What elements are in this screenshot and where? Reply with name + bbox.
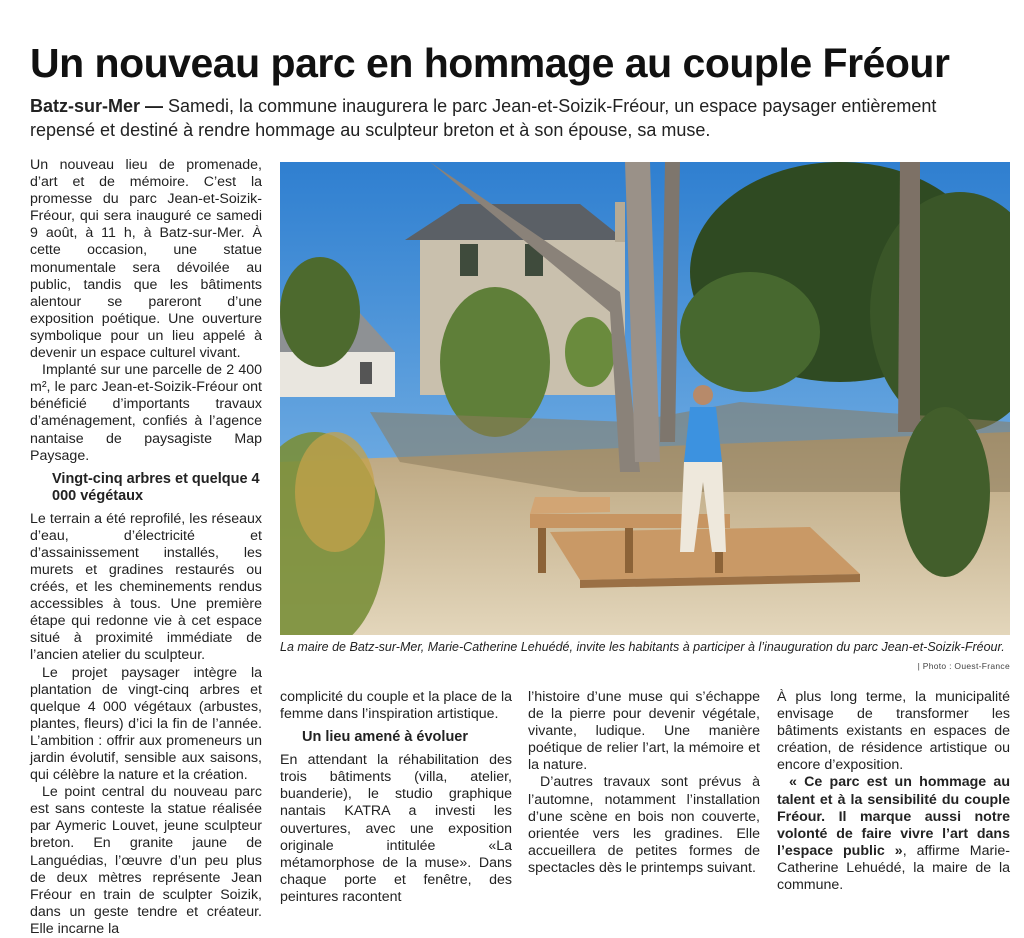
subheading: Un lieu amené à évoluer: [302, 729, 469, 746]
paragraph: En attendant la réhabilitation des trois bâtiments (villa, atelier, buanderie), le studio graphique nantais KATRA a investi les ouvertures, avec une exposition originale intitulée «La métamorphose de la muse». Dans chaque porte et fenêtre, des peintures racontent: [280, 752, 512, 905]
paragraph: l’histoire d’une muse qui s’échappe de la pierre pour devenir végétale, vivante, ludique. Une manière poétique de relier l’art, la mémoire et la nature.: [528, 689, 760, 774]
dateline-location: Batz-sur-Mer —: [30, 96, 169, 116]
quote: « Ce parc est un hommage au talent et à la sensibilité du couple Fréour. Il marque aussi notre volonté de faire vivre l’art dans l’espace public »: [777, 774, 1010, 859]
paragraph: Le terrain a été reprofilé, les réseaux d’eau, d’électricité et d’assainissement installés, les murets et gradines restaurés ou créés, et les cheminements rendus accessibles à tous. Une première étape qui redonne vie à cet espace situé à proximité immédiate de l’ancien atelier du sculpteur.: [30, 510, 262, 664]
article-column-2: [280, 689, 512, 906]
subheading: Vingt-cinq arbres et quelque 4 000 végétaux: [52, 470, 260, 504]
article-column-3: [528, 689, 760, 877]
paragraph: Un nouveau lieu de promenade, d’art et de mémoire. C’est la promesse du parc Jean-et-Soizik-Fréour, qui sera inauguré ce samedi 9 août, à 11 h, à Batz-sur-Mer. À cette occasion, une statue monumentale sera dévoilée au public, tandis que les bâtiments alentour se pareront d’une exposition poétique. Une ouverture symbolique pour un lieu appelé à devenir un espace culturel vivant.: [30, 157, 262, 362]
paragraph: Le projet paysager intègre la plantation de vingt-cinq arbres et quelque 4 000 végétaux (arbustes, plantes, fleurs) d’ici la fin de l’année. L’ambition : offrir aux promeneurs un jardin évolutif, sensible aux saisons, qui célèbre la nature et la création.: [30, 664, 262, 784]
quote-paragraph: [777, 774, 1010, 894]
chapeau-text: Samedi, la commune inaugurera le parc Jean-et-Soizik-Fréour, un espace paysager entièrement repensé et destiné à rendre hommage au sculpteur breton et à son épouse, sa muse.: [30, 96, 937, 140]
photo-credit: | Photo : Ouest-France: [917, 661, 1010, 671]
article-column-1: [30, 157, 262, 938]
paragraph: D’autres travaux sont prévus à l’automne, notamment l’installation d’une scène en bois non couverte, orientée vers les gradines. Elle accueillera de petites formes de spectacles dès le printemps suivant.: [528, 774, 760, 876]
paragraph: Le point central du nouveau parc est sans conteste la statue réalisée par Aymeric Louvet, jeune sculpteur breton. En granite jaune de Languédias, l’œuvre d’un peu plus de deux mètres représente Jean Fréour en train de sculpter Soizik, dans un geste tendre et créateur. Elle incarne la: [30, 784, 262, 937]
paragraph: Implanté sur une parcelle de 2 400 m², le parc Jean-et-Soizik-Fréour ont bénéficié d’importants travaux d’aménagement, confiés à l’agence nantaise de paysagiste Map Paysage.: [30, 362, 262, 464]
paragraph: À plus long terme, la municipalité envisage de transformer les bâtiments existants en espaces de création, de résidence artistique ou encore d’exposition.: [777, 689, 1010, 774]
chapeau: [30, 94, 990, 142]
photo-caption: La maire de Batz-sur-Mer, Marie-Catherine Lehuédé, invite les habitants à participer à l’inauguration du parc Jean-et-Soizik-Fréour.: [280, 640, 1005, 654]
park-photo: [280, 162, 1010, 635]
quote-attribution: , affirme Marie-Catherine Lehuédé, la maire de la commune.: [777, 842, 1010, 894]
article-column-4: [777, 689, 1010, 894]
headline: Un nouveau parc en hommage au couple Fréour: [30, 40, 950, 86]
paragraph: complicité du couple et la place de la femme dans l’inspiration artistique.: [280, 689, 512, 723]
